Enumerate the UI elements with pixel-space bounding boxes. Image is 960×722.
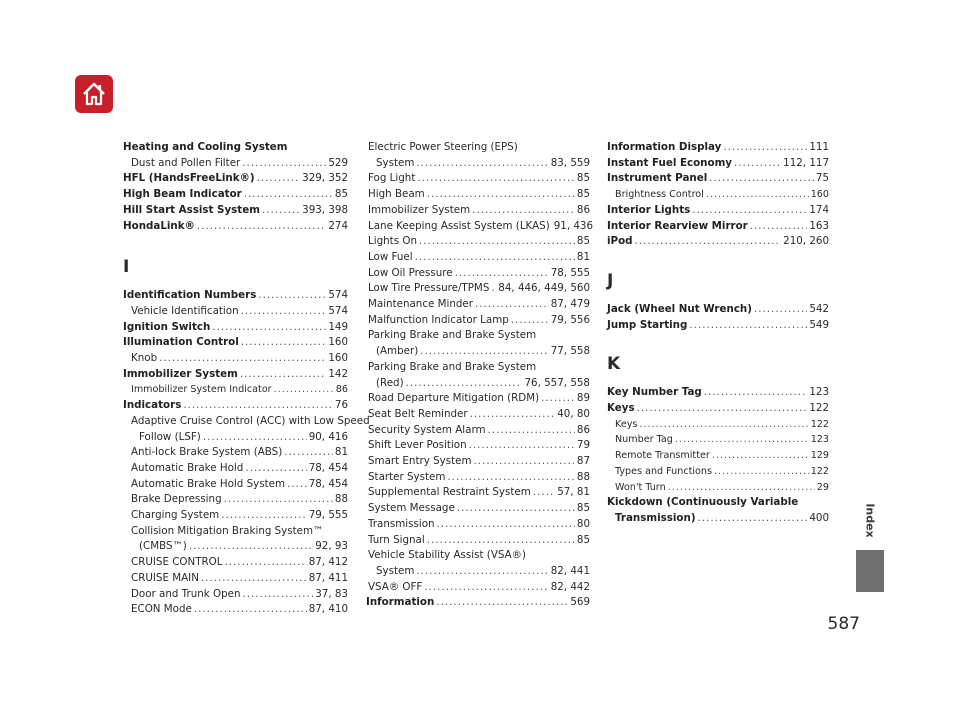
index-entry[interactable]: (CMBS™) ..... 92, 93	[123, 539, 348, 555]
index-entry[interactable]: Lane Keeping Assist System (LKAS) 91, 436	[368, 219, 594, 232]
index-entry[interactable]: HondaLink® ..... 274	[123, 219, 348, 235]
home-icon	[80, 80, 108, 108]
index-entry[interactable]: Collision Mitigation Braking System™	[131, 524, 324, 537]
index-entry[interactable]: VSA® OFF ..... 82, 442	[368, 580, 590, 596]
index-entry[interactable]: Security System Alarm ..... 86	[368, 423, 590, 439]
index-entry[interactable]: Remote Transmitter ..... 129	[607, 448, 829, 464]
index-entry[interactable]: Vehicle Identification ..... 574	[123, 304, 348, 320]
index-entry[interactable]: Kickdown (Continuously Variable	[607, 496, 799, 509]
index-entry[interactable]: Supplemental Restraint System ..... 57, 81	[368, 485, 590, 501]
index-entry[interactable]: CRUISE MAIN ..... 87, 411	[123, 571, 348, 587]
index-entry[interactable]: Interior Rearview Mirror ..... 163	[607, 219, 829, 235]
page-number: 587	[827, 614, 860, 634]
index-entry[interactable]: Turn Signal ..... 85	[368, 533, 590, 549]
index-entry[interactable]: Brake Depressing ..... 88	[123, 492, 348, 508]
index-entry[interactable]: Types and Functions ..... 122	[607, 464, 829, 480]
index-entry[interactable]: Immobilizer System Indicator ..... 86	[123, 382, 348, 398]
index-entry[interactable]: iPod ..... 210, 260	[607, 234, 829, 250]
index-entry[interactable]: Jump Starting ..... 549	[607, 318, 829, 334]
index-entry[interactable]: Indicators ..... 76	[123, 398, 348, 414]
index-entry[interactable]: Hill Start Assist System ..... 393, 398	[123, 203, 348, 219]
side-index-label: Index	[863, 502, 877, 538]
index-entry[interactable]: Door and Trunk Open ..... 37, 83	[123, 587, 348, 603]
side-index-tab[interactable]	[856, 550, 884, 592]
index-entry[interactable]: Parking Brake and Brake System	[368, 329, 537, 342]
index-entry[interactable]: Immobilizer System ..... 142	[123, 367, 348, 383]
index-entry[interactable]: Immobilizer System ..... 86	[368, 203, 590, 219]
index-entry[interactable]: Information ..... 569	[366, 595, 590, 611]
index-entry[interactable]: Identification Numbers ..... 574	[123, 288, 348, 304]
section-letter-i: I	[123, 257, 130, 278]
index-entry[interactable]: Keys ..... 122	[607, 401, 829, 417]
index-entry[interactable]: System Message ..... 85	[368, 501, 590, 517]
index-entry[interactable]: (Red) ..... 76, 557, 558	[368, 376, 590, 392]
index-entry[interactable]: Interior Lights ..... 174	[607, 203, 829, 219]
index-entry[interactable]: System ..... 82, 441	[368, 564, 590, 580]
index-entry[interactable]: High Beam ..... 85	[368, 187, 590, 203]
index-entry[interactable]: ECON Mode ..... 87, 410	[123, 602, 348, 618]
index-entry[interactable]: Knob ..... 160	[123, 351, 348, 367]
index-entry[interactable]: CRUISE CONTROL ..... 87, 412	[123, 555, 348, 571]
index-entry[interactable]: High Beam Indicator ..... 85	[123, 187, 348, 203]
index-entry[interactable]: Parking Brake and Brake System	[368, 360, 537, 373]
index-entry[interactable]: Heating and Cooling System	[123, 141, 288, 153]
index-entry[interactable]: Jack (Wheel Nut Wrench) ..... 542	[607, 302, 829, 318]
index-entry[interactable]: Keys ..... 122	[607, 417, 829, 433]
index-entry[interactable]: Anti-lock Brake System (ABS) ..... 81	[123, 445, 348, 461]
index-entry[interactable]: Brightness Control ..... 160	[607, 187, 829, 203]
index-entry[interactable]: Illumination Control ..... 160	[123, 335, 348, 351]
index-column-1	[123, 140, 370, 618]
index-column-2	[366, 140, 594, 611]
section-letter-k: K	[607, 354, 621, 375]
index-entry[interactable]: Lights On ..... 85	[368, 234, 590, 250]
index-entry[interactable]: Seat Belt Reminder ..... 40, 80	[368, 407, 590, 423]
index-entry[interactable]: Transmission ..... 80	[368, 517, 590, 533]
index-entry[interactable]: Electric Power Steering (EPS)	[368, 141, 518, 153]
index-entry[interactable]: Instant Fuel Economy ..... 112, 117	[607, 156, 829, 172]
index-entry[interactable]: Road Departure Mitigation (RDM) ..... 89	[368, 391, 590, 407]
index-entry[interactable]: Instrument Panel ..... 75	[607, 171, 829, 187]
home-button[interactable]	[75, 75, 113, 113]
index-entry[interactable]: Charging System ..... 79, 555	[123, 508, 348, 524]
index-entry[interactable]: Fog Light ..... 85	[368, 171, 590, 187]
index-entry[interactable]: Key Number Tag ..... 123	[607, 385, 829, 401]
index-entry[interactable]: Transmission) ..... 400	[607, 511, 829, 527]
index-entry[interactable]: Follow (LSF) ..... 90, 416	[123, 430, 348, 446]
index-entry[interactable]: Ignition Switch ..... 149	[123, 320, 348, 336]
index-entry[interactable]: Automatic Brake Hold System ..... 78, 454	[123, 477, 348, 493]
index-entry[interactable]: Smart Entry System ..... 87	[368, 454, 590, 470]
index-entry[interactable]: Information Display ..... 111	[607, 140, 829, 156]
index-entry[interactable]: Low Fuel ..... 81	[368, 250, 590, 266]
index-entry[interactable]: HFL (HandsFreeLink®) ..... 329, 352	[123, 171, 348, 187]
index-entry[interactable]: Low Tire Pressure/TPMS ..... 84, 446, 449, 560	[368, 281, 590, 297]
index-entry[interactable]: Malfunction Indicator Lamp ..... 79, 556	[368, 313, 590, 329]
index-entry[interactable]: Low Oil Pressure ..... 78, 555	[368, 266, 590, 282]
index-entry[interactable]: System ..... 83, 559	[368, 156, 590, 172]
index-entry[interactable]: Dust and Pollen Filter ..... 529	[123, 156, 348, 172]
index-entry[interactable]: Number Tag ..... 123	[607, 432, 829, 448]
section-letter-j: J	[607, 270, 614, 291]
index-entry[interactable]: Vehicle Stability Assist (VSA®)	[368, 549, 526, 562]
index-entry[interactable]: Shift Lever Position ..... 79	[368, 438, 590, 454]
index-entry[interactable]: Adaptive Cruise Control (ACC) with Low Speed	[131, 414, 370, 427]
index-entry[interactable]: (Amber) ..... 77, 558	[368, 344, 590, 360]
index-column-3	[607, 140, 829, 527]
index-entry[interactable]: Won't Turn ..... 29	[607, 480, 829, 496]
index-entry[interactable]: Automatic Brake Hold ..... 78, 454	[123, 461, 348, 477]
index-entry[interactable]: Starter System ..... 88	[368, 470, 590, 486]
index-entry[interactable]: Maintenance Minder ..... 87, 479	[368, 297, 590, 313]
